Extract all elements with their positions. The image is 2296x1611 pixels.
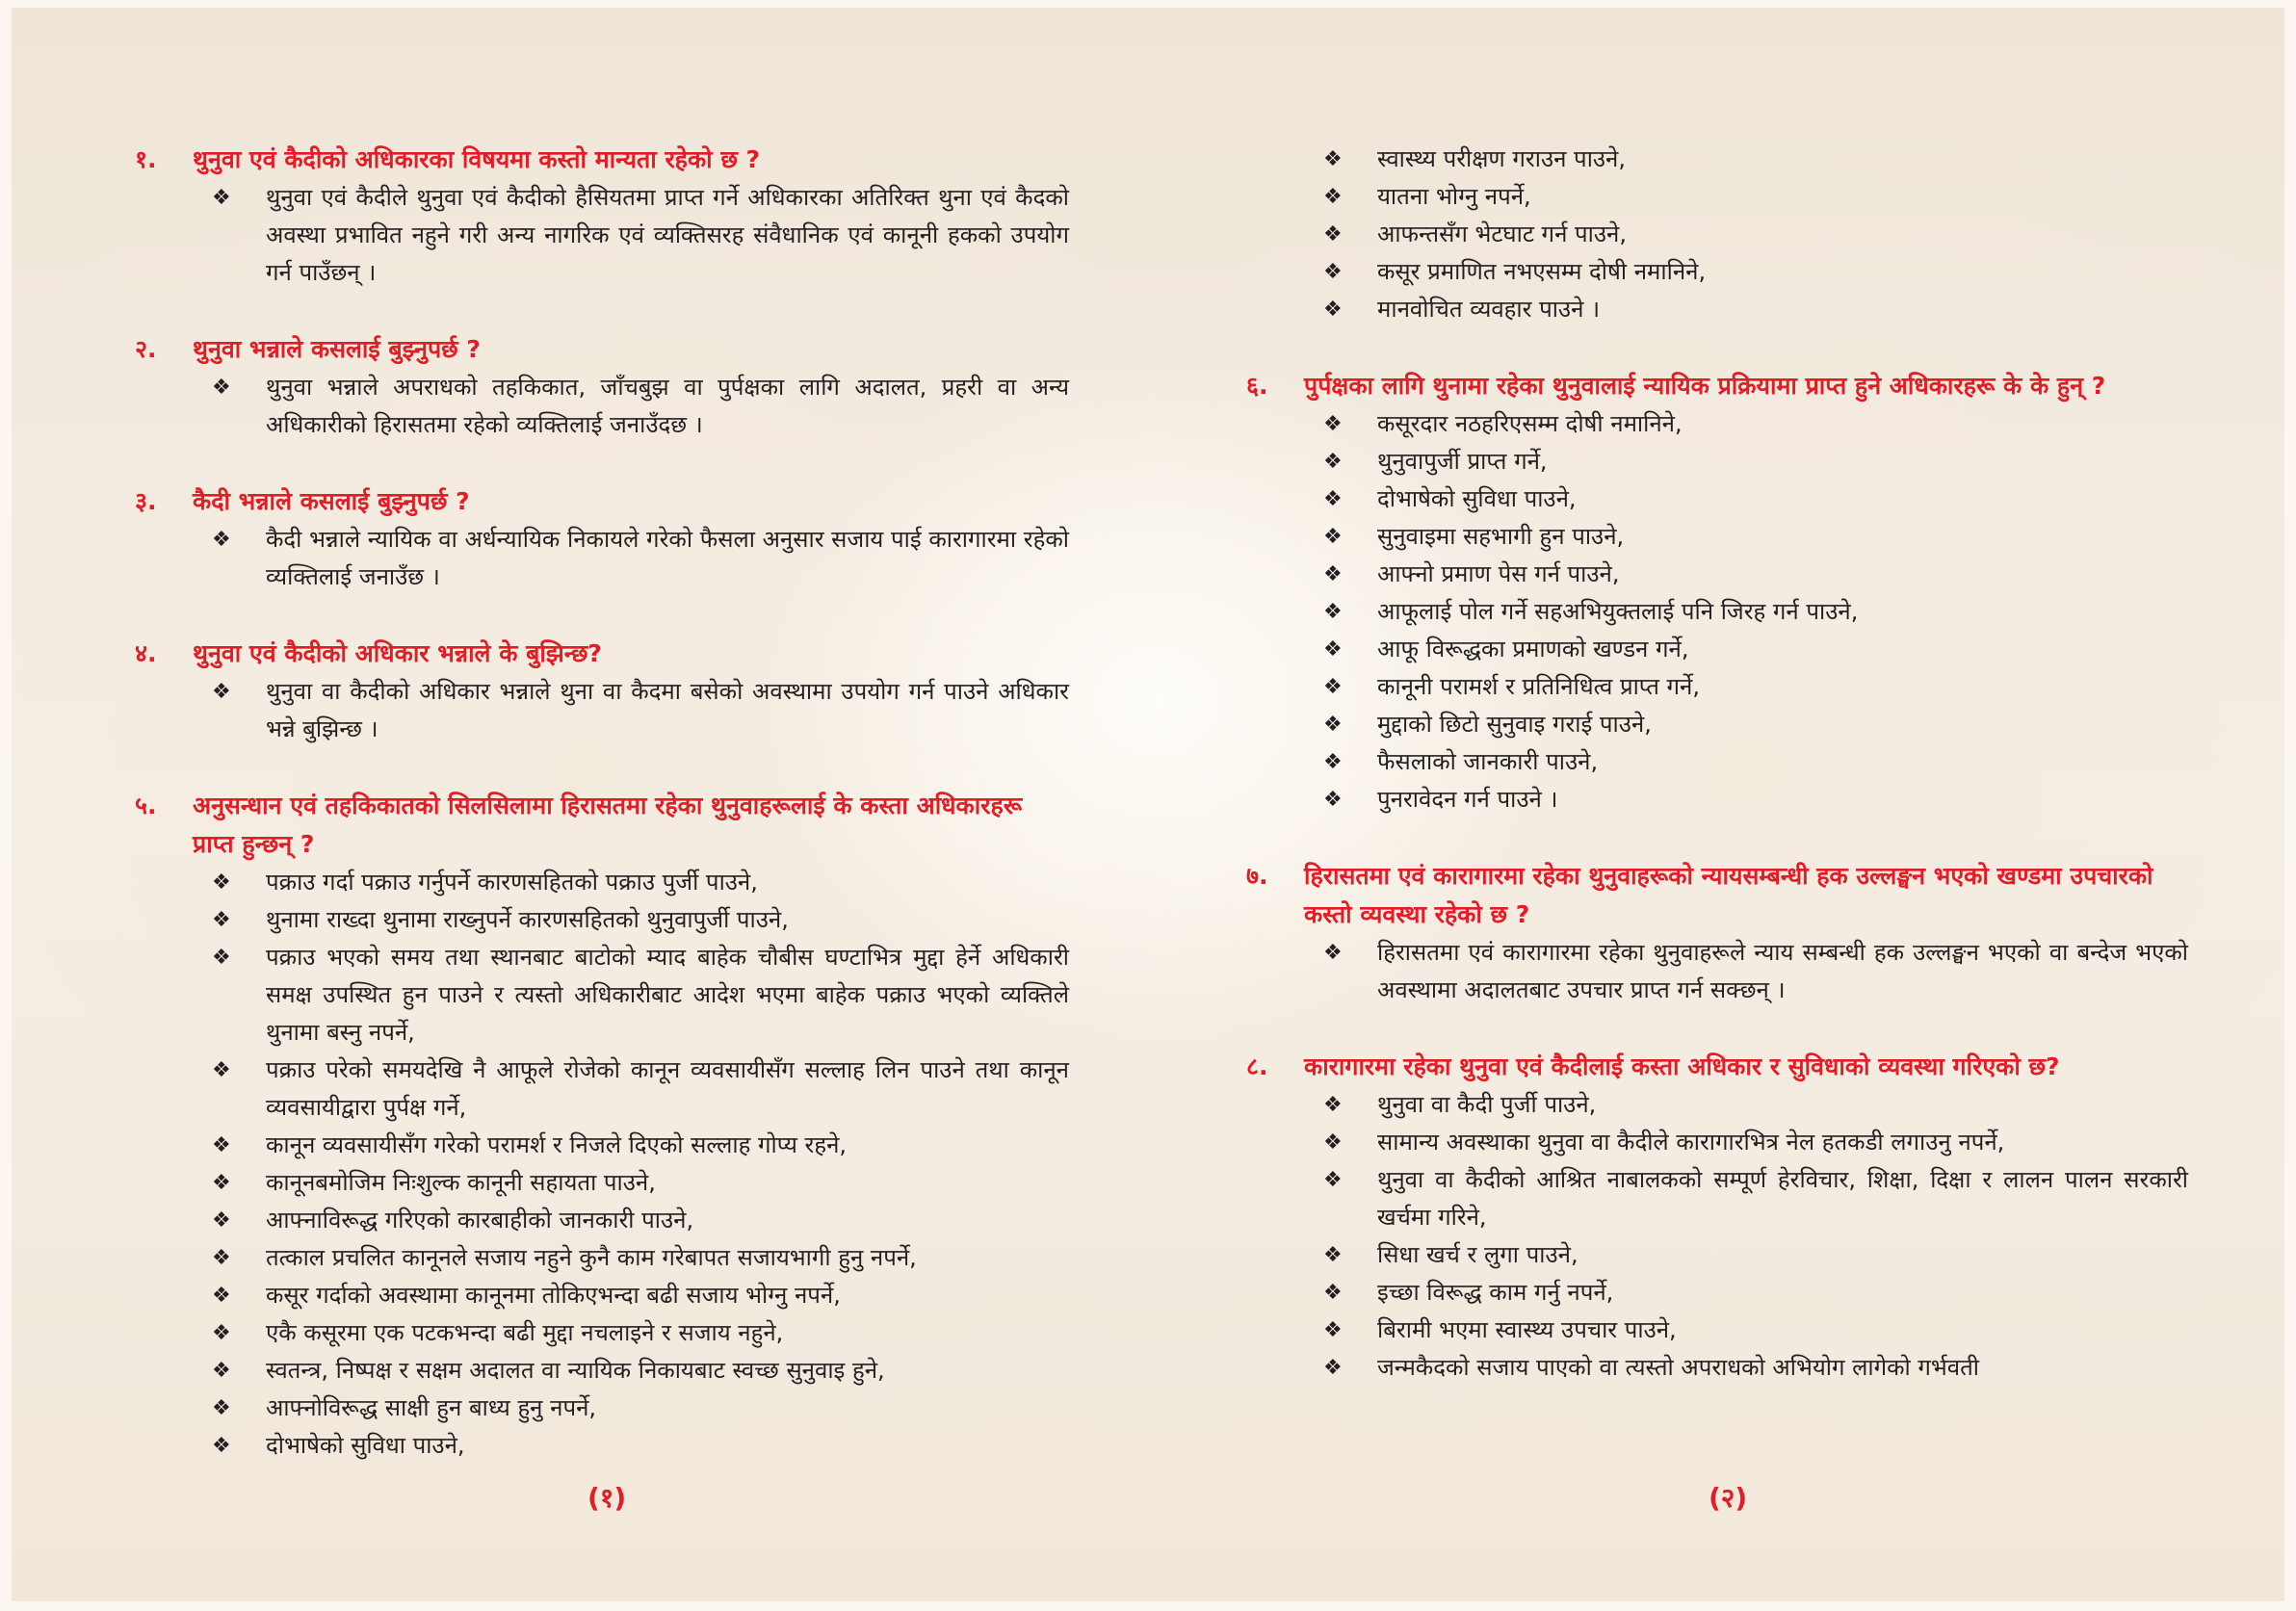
list-item — [212, 521, 1069, 596]
item-text: बिरामी भएमा स्वास्थ्य उपचार पाउने, — [1377, 1316, 1677, 1343]
left-page — [135, 141, 1069, 1503]
bullet-icon: ❖ — [212, 1171, 231, 1195]
bullet-icon: ❖ — [212, 528, 231, 552]
list-item — [212, 901, 1069, 939]
item-text: दोभाषेको सुविधा पाउने, — [266, 1432, 465, 1459]
question-number: ७. — [1246, 862, 1268, 890]
bullet-icon: ❖ — [1323, 600, 1343, 624]
bullet-icon: ❖ — [1323, 487, 1343, 511]
question-number: १. — [135, 145, 157, 173]
bullet-icon: ❖ — [212, 1359, 231, 1383]
bullet-icon: ❖ — [1323, 562, 1343, 586]
list-item — [1323, 405, 2188, 443]
bullet-icon: ❖ — [212, 1208, 231, 1233]
answer-list — [135, 864, 1069, 1465]
bullet-icon: ❖ — [212, 1284, 231, 1308]
bullet-icon: ❖ — [1323, 637, 1343, 662]
bullet-icon: ❖ — [212, 376, 231, 400]
page-number-left: (१) — [587, 1482, 627, 1514]
item-text: कसूरदार नठहरिएसम्म दोषी नमानिने, — [1377, 410, 1683, 437]
section-7 — [1246, 857, 2188, 1009]
section-5-continued — [1246, 141, 2188, 328]
question-heading — [135, 635, 1069, 673]
item-text: कानूनबमोजिम निःशुल्क कानूनी सहायता पाउने, — [266, 1169, 656, 1196]
item-text: सिधा खर्च र लुगा पाउने, — [1377, 1241, 1578, 1268]
list-item — [1323, 743, 2188, 781]
item-text: थुनुवा वा कैदीको अधिकार भन्नाले थुना वा कैदमा बसेको अवस्थामा उपयोग गर्न पाउने अधिकार भन्ने बुझिन्छ । — [266, 678, 1069, 742]
bullet-icon: ❖ — [1323, 941, 1343, 965]
bullet-icon: ❖ — [1323, 450, 1343, 474]
list-item — [1323, 216, 2188, 253]
list-item — [212, 369, 1069, 444]
list-item — [1323, 593, 2188, 631]
item-text: थुनुवा एवं कैदीले थुनुवा एवं कैदीको हैसियतमा प्राप्त गर्ने अधिकारका अतिरिक्त थुना एवं कैदको अवस्था प्रभावित नहुने गरी अन्य नागरिक एवं व्यक्तिसरह संवैधानिक एवं कानूनी हकको उपयोग गर्न पाउँछन् । — [266, 184, 1069, 286]
list-item — [212, 1052, 1069, 1127]
list-item — [1323, 253, 2188, 291]
item-text: स्वतन्त्र, निष्पक्ष र सक्षम अदालत वा न्यायिक निकायबाट स्वच्छ सुनुवाइ हुने, — [266, 1357, 885, 1384]
list-item — [1323, 1161, 2188, 1236]
answer-list — [1246, 405, 2188, 818]
item-text: स्वास्थ्य परीक्षण गराउन पाउने, — [1377, 145, 1627, 172]
list-item — [212, 1164, 1069, 1202]
list-item — [212, 673, 1069, 748]
item-text: पुनरावेदन गर्न पाउने । — [1377, 786, 1558, 813]
page-number-right: (२) — [1709, 1482, 1748, 1514]
item-text: पक्राउ भएको समय तथा स्थानबाट बाटोको म्याद बाहेक चौबीस घण्टाभित्र मुद्दा हेर्ने अधिकारी समक्ष उपस्थित हुन पाउने र त्यस्तो अधिकारीबाट आदेश भएमा बाहेक पक्राउ भएको व्यक्तिले थुनामा बस्नु नपर्ने, — [266, 944, 1069, 1046]
bullet-icon: ❖ — [212, 1058, 231, 1082]
question-heading — [1246, 367, 2188, 405]
bullet-icon: ❖ — [212, 870, 231, 895]
item-text: कानून व्यवसायीसँग गरेको परामर्श र निजले दिएको सल्लाह गोप्य रहने, — [266, 1131, 848, 1158]
item-text: कानूनी परामर्श र प्रतिनिधित्व प्राप्त गर्ने, — [1377, 673, 1700, 700]
list-item — [1323, 631, 2188, 668]
question-heading — [1246, 1048, 2188, 1086]
item-text: कैदी भन्नाले न्यायिक वा अर्धन्यायिक निकायले गरेको फैसला अनुसार सजाय पाई कारागारमा रहेको व्यक्तिलाई जनाउँछ । — [266, 526, 1069, 590]
bullet-icon: ❖ — [1323, 750, 1343, 774]
bullet-icon: ❖ — [212, 946, 231, 970]
list-item — [212, 1127, 1069, 1164]
list-item — [1323, 518, 2188, 556]
answer-list — [1246, 1086, 2188, 1387]
list-item — [1323, 481, 2188, 518]
list-item — [1323, 1312, 2188, 1349]
item-text: इच्छा विरूद्ध काम गर्नु नपर्ने, — [1377, 1279, 1614, 1306]
list-item — [1323, 668, 2188, 706]
list-item — [1323, 1236, 2188, 1274]
bullet-icon: ❖ — [1323, 1243, 1343, 1267]
bullet-icon: ❖ — [1323, 1356, 1343, 1380]
answer-list — [135, 179, 1069, 292]
list-item — [1323, 1086, 2188, 1124]
answer-list — [135, 673, 1069, 748]
question-number: ४. — [135, 639, 157, 667]
list-item — [1323, 443, 2188, 481]
question-number: ६. — [1246, 372, 1268, 400]
item-text: पक्राउ परेको समयदेखि नै आफूले रोजेको कानून व्यवसायीसँग सल्लाह लिन पाउने तथा कानून व्यवसायीद्वारा पुर्पक्ष गर्ने, — [266, 1056, 1069, 1121]
item-text: पक्राउ गर्दा पक्राउ गर्नुपर्ने कारणसहितको पक्राउ पुर्जी पाउने, — [266, 869, 758, 896]
item-text: आफू विरूद्धका प्रमाणको खण्डन गर्ने, — [1377, 636, 1689, 663]
question-heading — [135, 141, 1069, 179]
bullet-icon: ❖ — [212, 680, 231, 704]
item-text: दोभाषेको सुविधा पाउने, — [1377, 485, 1577, 512]
list-item — [212, 1202, 1069, 1239]
bullet-icon: ❖ — [212, 908, 231, 932]
bullet-icon: ❖ — [212, 1246, 231, 1270]
list-item — [212, 1314, 1069, 1352]
item-text: कसूर प्रमाणित नभएसम्म दोषी नमानिने, — [1377, 258, 1707, 285]
question-text: अनुसन्धान एवं तहकिकातको सिलसिलामा हिरासतमा रहेका थुनुवाहरूलाई के कस्ता अधिकारहरू प्राप्त हुन्छन् ? — [193, 792, 1023, 858]
item-text: आफ्नो प्रमाण पेस गर्न पाउने, — [1377, 560, 1620, 587]
question-text: पुर्पक्षका लागि थुनामा रहेका थुनुवालाई न्यायिक प्रक्रियामा प्राप्त हुने अधिकारहरू के के हुन् ? — [1304, 372, 2106, 400]
right-page — [1246, 141, 2188, 1425]
bullet-icon: ❖ — [1323, 222, 1343, 247]
list-item — [1323, 706, 2188, 743]
list-item — [1323, 141, 2188, 178]
list-item — [212, 1390, 1069, 1427]
item-text: आफन्तसँग भेटघाट गर्न पाउने, — [1377, 221, 1627, 247]
bullet-icon: ❖ — [1323, 147, 1343, 171]
bullet-icon: ❖ — [1323, 185, 1343, 209]
list-item — [1323, 1274, 2188, 1312]
bullet-icon: ❖ — [1323, 525, 1343, 549]
bullet-icon: ❖ — [212, 1133, 231, 1157]
item-text: थुनुवा वा कैदीको आश्रित नाबालकको सम्पूर्ण हेरविचार, शिक्षा, दिक्षा र लालन पालन सरकारी खर्चमा गरिने, — [1377, 1166, 2188, 1231]
question-number: ८. — [1246, 1052, 1268, 1080]
item-text: मानवोचित व्यवहार पाउने । — [1377, 296, 1601, 323]
section-3 — [135, 482, 1069, 596]
bullet-icon: ❖ — [1323, 1281, 1343, 1305]
section-4 — [135, 635, 1069, 748]
question-text: थुनुवा एवं कैदीको अधिकार भन्नाले के बुझिन्छ? — [193, 639, 602, 667]
section-1 — [135, 141, 1069, 292]
booklet-spread — [12, 8, 2284, 1601]
question-number: ५. — [135, 792, 157, 819]
question-text: कारागारमा रहेका थुनुवा एवं कैदीलाई कस्ता अधिकार र सुविधाको व्यवस्था गरिएको छ? — [1304, 1052, 2060, 1080]
bullet-icon: ❖ — [1323, 713, 1343, 737]
list-item — [212, 1352, 1069, 1390]
list-item — [1323, 1349, 2188, 1387]
list-item — [212, 179, 1069, 292]
list-item — [212, 864, 1069, 901]
list-item — [1323, 781, 2188, 818]
bullet-icon: ❖ — [1323, 260, 1343, 284]
bullet-icon: ❖ — [212, 1396, 231, 1420]
item-text: मुद्दाको छिटो सुनुवाइ गराई पाउने, — [1377, 711, 1652, 738]
list-item — [1323, 178, 2188, 216]
item-text: तत्काल प्रचलित कानूनले सजाय नहुने कुनै काम गरेबापत सजायभागी हुनु नपर्ने, — [266, 1244, 917, 1271]
question-text: थुनुवा भन्नाले कसलाई बुझ्नुपर्छ ? — [193, 335, 481, 363]
bullet-icon: ❖ — [1323, 298, 1343, 322]
section-6 — [1246, 367, 2188, 818]
bullet-icon: ❖ — [1323, 412, 1343, 436]
bullet-icon: ❖ — [1323, 1130, 1343, 1155]
item-text: फैसलाको जानकारी पाउने, — [1377, 748, 1599, 775]
list-item — [1323, 291, 2188, 328]
bullet-icon: ❖ — [1323, 1093, 1343, 1117]
item-text: सामान्य अवस्थाका थुनुवा वा कैदीले कारागारभित्र नेल हतकडी लगाउनु नपर्ने, — [1377, 1129, 2005, 1156]
item-text: हिरासतमा एवं कारागारमा रहेका थुनुवाहरूले न्याय सम्बन्धी हक उल्लङ्घन भएको वा बन्देज भएको अवस्थामा अदालतबाट उपचार प्राप्त गर्न सक्छन् । — [1377, 939, 2188, 1003]
section-8 — [1246, 1048, 2188, 1387]
item-text: आफूलाई पोल गर्ने सहअभियुक्तलाई पनि जिरह गर्न पाउने, — [1377, 598, 1859, 625]
question-number: २. — [135, 335, 157, 363]
item-text: सुनुवाइमा सहभागी हुन पाउने, — [1377, 523, 1625, 550]
bullet-icon: ❖ — [1323, 788, 1343, 812]
item-text: थुनुवा वा कैदी पुर्जी पाउने, — [1377, 1091, 1597, 1118]
list-item — [1323, 1124, 2188, 1161]
list-item — [1323, 934, 2188, 1009]
question-heading — [135, 330, 1069, 369]
question-heading — [135, 787, 1069, 864]
question-text: कैदी भन्नाले कसलाई बुझ्नुपर्छ ? — [193, 487, 470, 515]
item-text: थुनामा राख्दा थुनामा राख्नुपर्ने कारणसहितको थुनुवापुर्जी पाउने, — [266, 906, 789, 933]
bullet-icon: ❖ — [1323, 675, 1343, 699]
item-text: थुनुवापुर्जी प्राप्त गर्ने, — [1377, 448, 1548, 475]
bullet-icon: ❖ — [1323, 1168, 1343, 1192]
question-heading — [1246, 857, 2188, 934]
item-text: आफ्नाविरूद्ध गरिएको कारबाहीको जानकारी पाउने, — [266, 1207, 694, 1234]
item-text: यातना भोग्नु नपर्ने, — [1377, 183, 1531, 210]
list-item — [212, 1427, 1069, 1465]
question-heading — [135, 482, 1069, 521]
question-number: ३. — [135, 487, 157, 515]
section-5 — [135, 787, 1069, 1465]
item-text: थुनुवा भन्नाले अपराधको तहकिकात, जाँचबुझ वा पुर्पक्षका लागि अदालत, प्रहरी वा अन्य अधिकारीको हिरासतमा रहेको व्यक्तिलाई जनाउँदछ । — [266, 374, 1069, 438]
list-item — [212, 1239, 1069, 1277]
list-item — [1323, 556, 2188, 593]
list-item — [212, 1277, 1069, 1314]
item-text: एकै कसूरमा एक पटकभन्दा बढी मुद्दा नचलाइने र सजाय नहुने, — [266, 1319, 784, 1346]
item-text: आफ्नोविरूद्ध साक्षी हुन बाध्य हुनु नपर्ने, — [266, 1394, 597, 1421]
answer-list — [1246, 934, 2188, 1009]
bullet-icon: ❖ — [212, 1321, 231, 1345]
question-text: हिरासतमा एवं कारागारमा रहेका थुनुवाहरूको न्यायसम्बन्धी हक उल्लङ्घन भएको खण्डमा उपचारको कस्तो व्यवस्था रहेको छ ? — [1304, 862, 2153, 928]
answer-list — [135, 369, 1069, 444]
answer-list — [1246, 141, 2188, 328]
item-text: जन्मकैदको सजाय पाएको वा त्यस्तो अपराधको अभियोग लागेको गर्भवती — [1377, 1354, 1980, 1381]
question-text: थुनुवा एवं कैदीको अधिकारका विषयमा कस्तो मान्यता रहेको छ ? — [193, 145, 761, 173]
item-text: कसूर गर्दाको अवस्थामा कानूनमा तोकिएभन्दा बढी सजाय भोग्नु नपर्ने, — [266, 1282, 841, 1309]
section-2 — [135, 330, 1069, 444]
bullet-icon: ❖ — [212, 1434, 231, 1458]
list-item — [212, 939, 1069, 1052]
bullet-icon: ❖ — [1323, 1318, 1343, 1342]
answer-list — [135, 521, 1069, 596]
bullet-icon: ❖ — [212, 186, 231, 210]
